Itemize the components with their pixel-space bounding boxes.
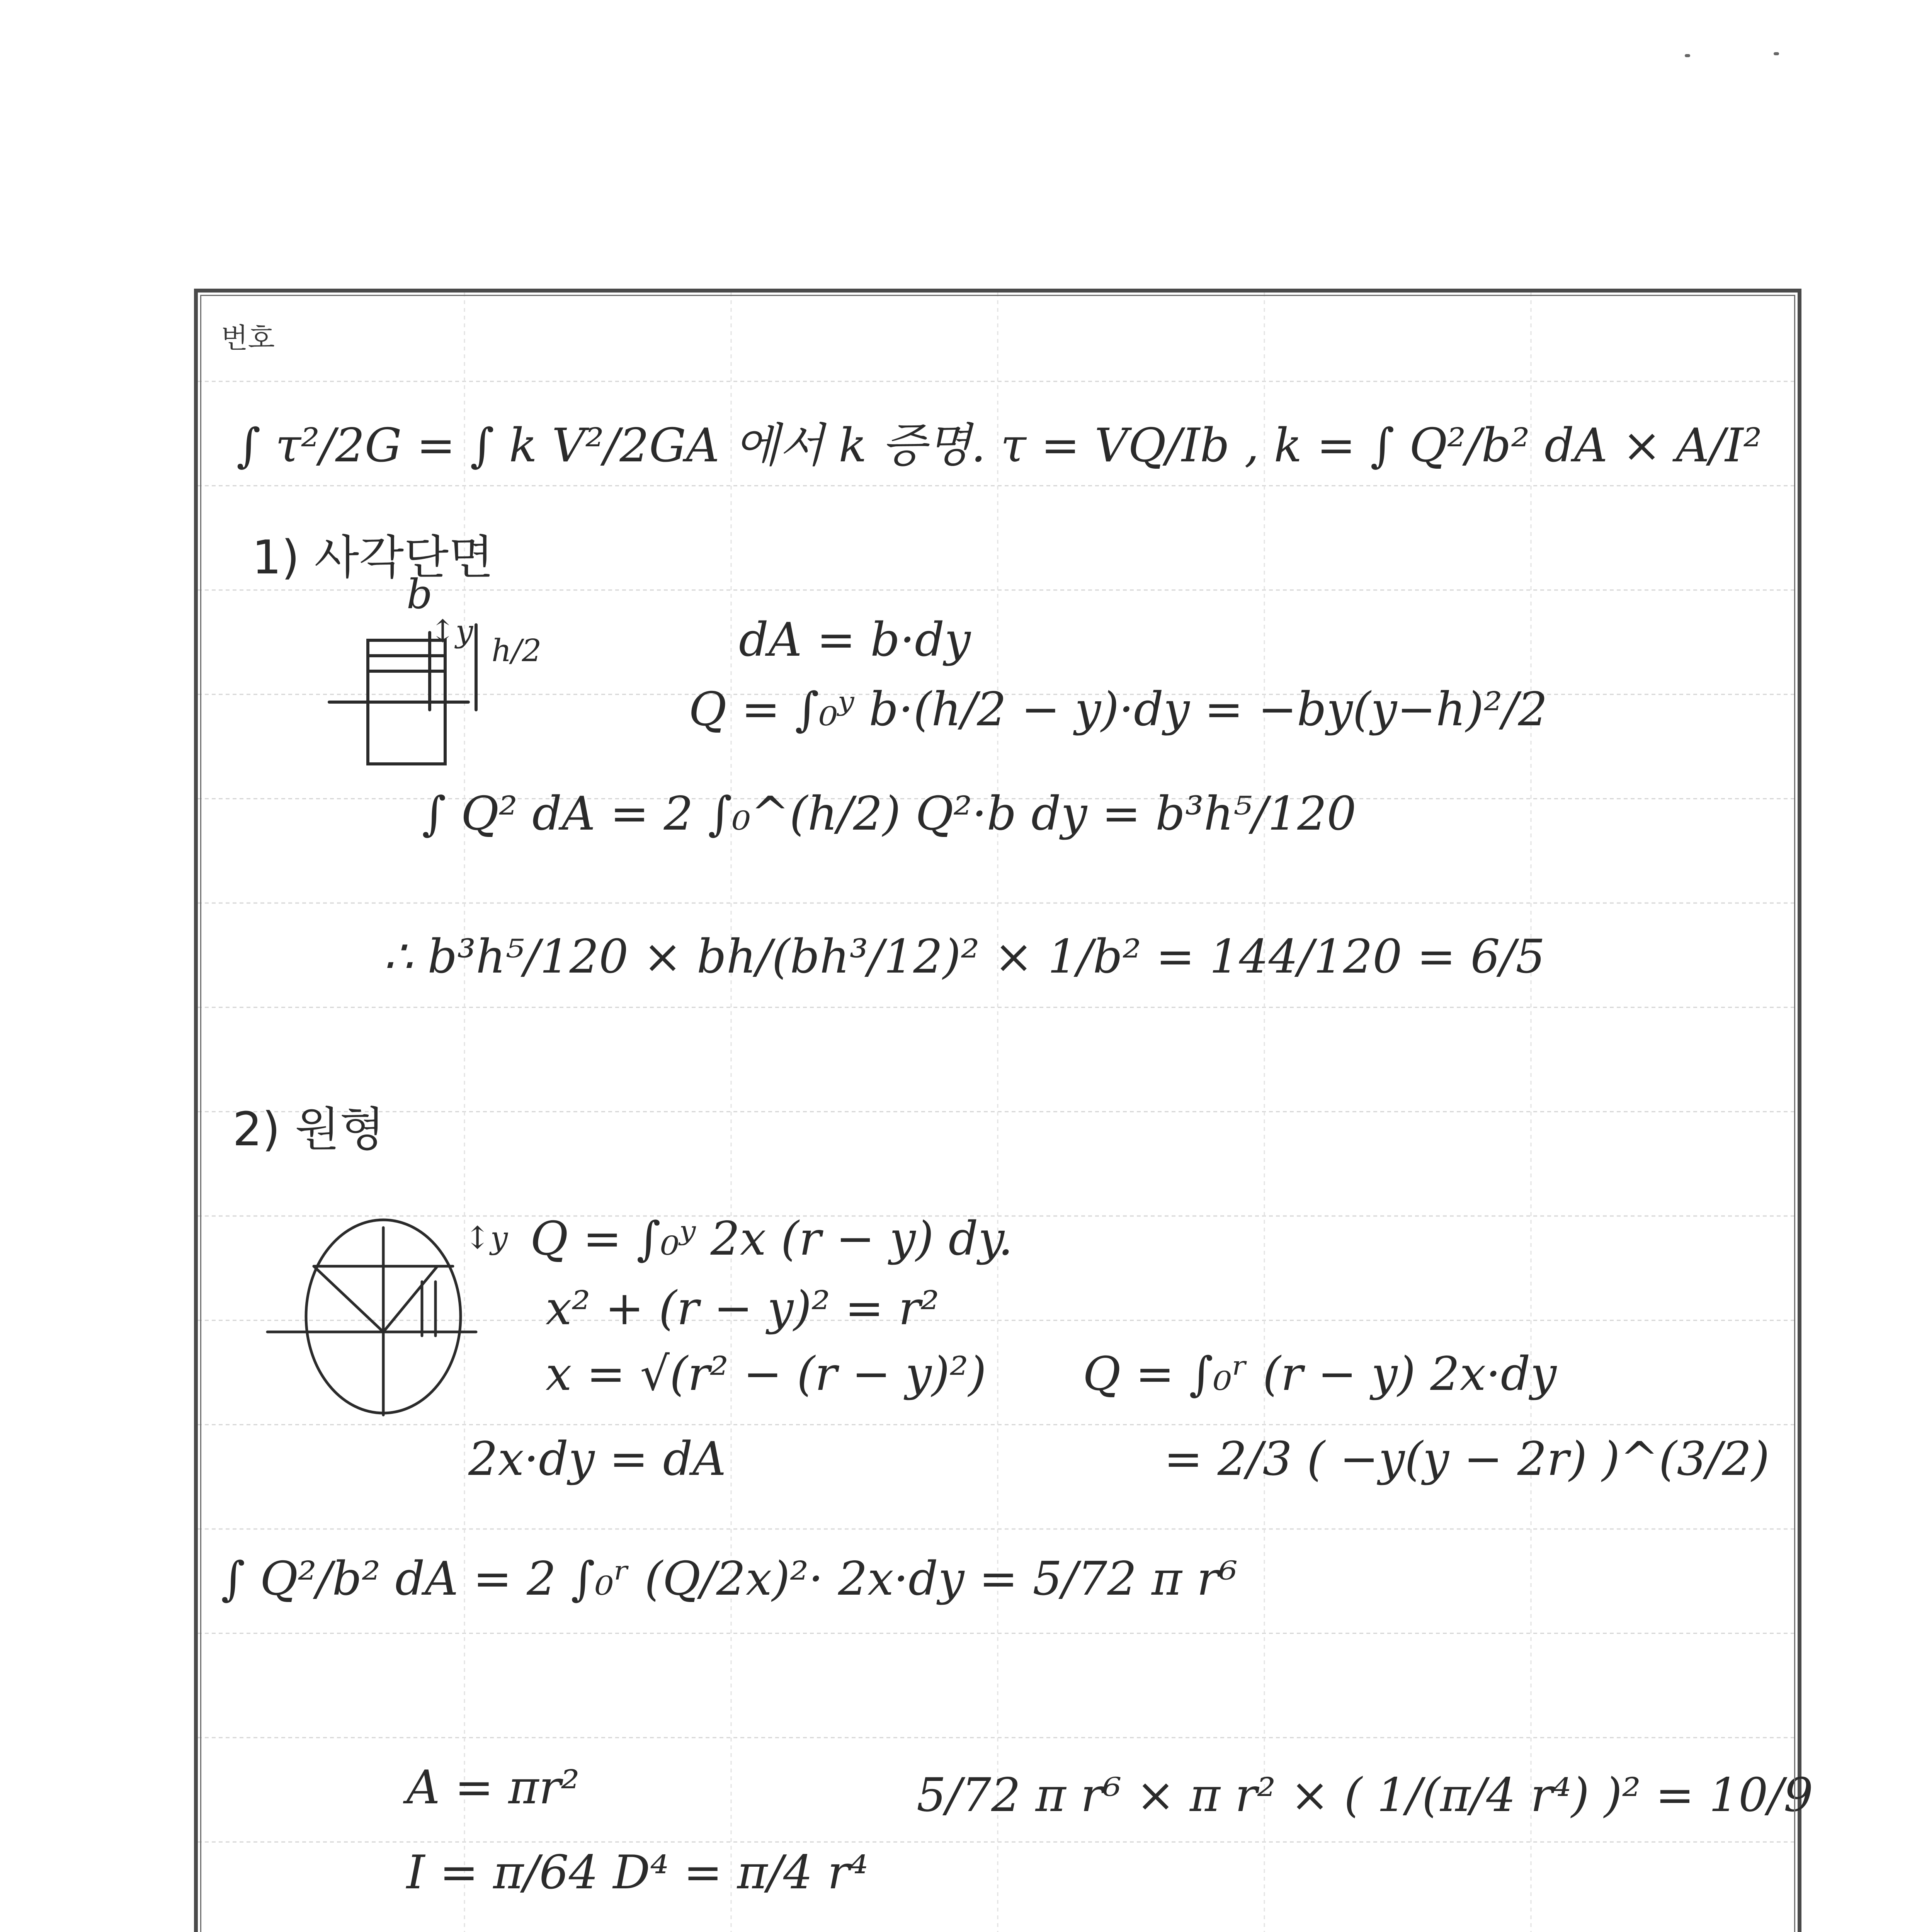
rect-dA: dA = b·dy bbox=[739, 613, 971, 667]
answer-sheet bbox=[194, 289, 1813, 1932]
section-2-title: 2) 원형 bbox=[233, 1103, 385, 1156]
circ-k-result: 5/72 π r⁶ × π r² × ( 1/(π/4 r⁴) )² = 10/9 bbox=[917, 1769, 1813, 1822]
circ-dA: 2x·dy = dA bbox=[468, 1432, 726, 1486]
number-label: 번호 bbox=[221, 322, 275, 354]
scan-speck bbox=[1685, 54, 1690, 57]
circle-section-diagram bbox=[260, 1204, 484, 1421]
circ-integral-Q2dA: ∫ Q²/b² dA = 2 ∫₀ʳ (Q/2x)²· 2x·dy = 5/72 π r⁶ bbox=[221, 1552, 1238, 1606]
circ-Q-integral: Q = ∫₀ʳ (r − y) 2x·dy bbox=[1083, 1347, 1557, 1401]
circ-x-eq: x = √(r² − (r − y)²) bbox=[546, 1347, 987, 1401]
circ-Q-result: = 2/3 ( −y(y − 2r) )^(3/2) bbox=[1164, 1432, 1770, 1486]
section-1-title: 1) 사각단면 bbox=[252, 531, 493, 585]
circ-moment-of-inertia: I = π/64 D⁴ = π/4 r⁴ bbox=[407, 1846, 868, 1900]
circle-dy-label: ↕y bbox=[464, 1220, 508, 1256]
circ-geometry-eq: x² + (r − y)² = r² bbox=[546, 1282, 939, 1335]
rect-Q: Q = ∫₀ʸ b·(h/2 − y)·dy = −by(y−h)²/2 bbox=[689, 683, 1548, 736]
rect-k-result: ∴ b³h⁵/120 × bh/(bh³/12)² × 1/b² = 144/120 = 6/5 bbox=[383, 930, 1545, 984]
rect-half-height-label: h/2 bbox=[492, 633, 542, 668]
rect-integral-Q2dA: ∫ Q² dA = 2 ∫₀^(h/2) Q²·b dy = b³h⁵/120 bbox=[422, 787, 1356, 841]
circ-area: A = πr² bbox=[407, 1761, 580, 1815]
circ-Q-setup: Q = ∫₀ʸ 2x (r − y) dy. bbox=[530, 1212, 1013, 1266]
rect-dy-label: ↕y bbox=[430, 613, 473, 649]
rect-width-label: b bbox=[407, 571, 433, 618]
scan-speck bbox=[1774, 52, 1779, 55]
intro-equation: ∫ τ²/2G = ∫ k V²/2GA 에서 k 증명. τ = VQ/Ib , k = ∫ Q²/b² dA × A/I² bbox=[236, 419, 1762, 473]
